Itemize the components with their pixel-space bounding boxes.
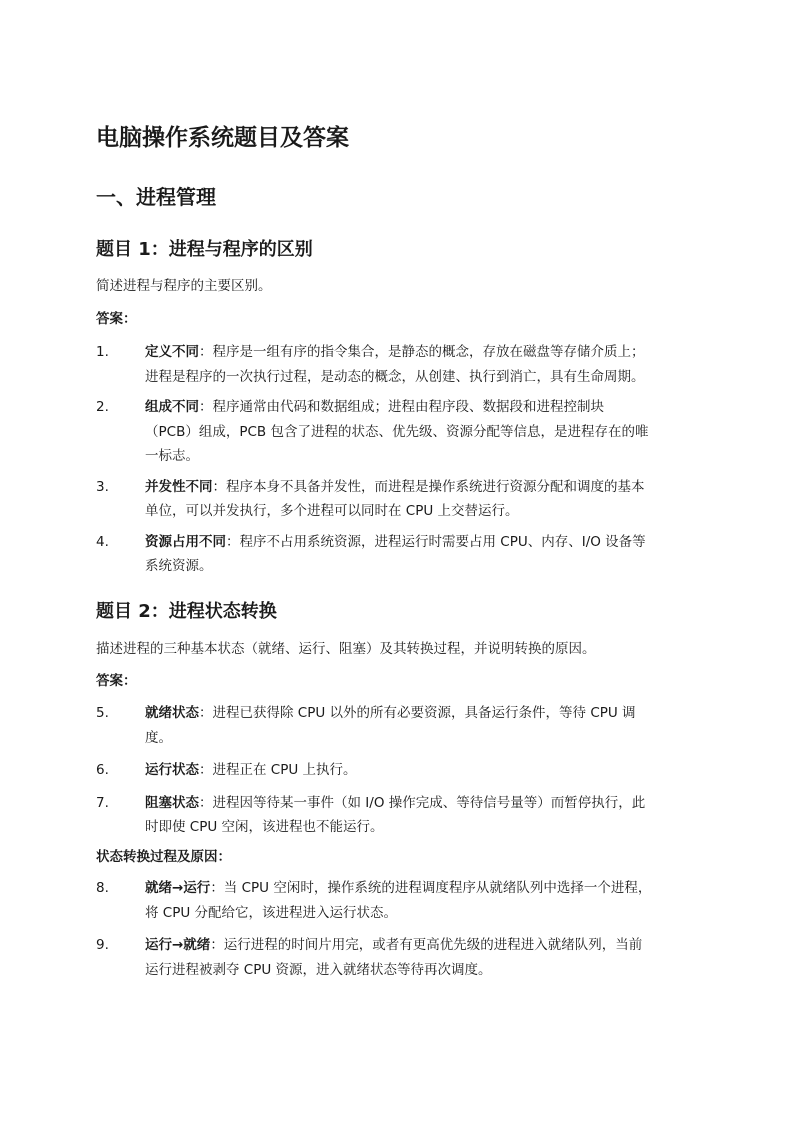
list-item-term: 并发性不同 [145, 478, 213, 495]
list-item [96, 530, 706, 579]
list-item-text: ：进程因等待某一事件（如 I/O 操作完成、等待信号量等）而暂停执行，此 [199, 794, 646, 811]
list-item-term: 运行状态 [145, 762, 199, 778]
list-item-line [145, 444, 706, 469]
list-item-line [145, 933, 706, 958]
list-item [96, 475, 706, 524]
question-1-answer-list [96, 340, 706, 585]
list-item-text: 进程是程序的一次执行过程，是动态的概念，从创建、执行到消亡，具有生命周期。 [145, 368, 645, 385]
list-item-line [145, 876, 706, 901]
list-item [96, 701, 706, 750]
list-item-number: 7. [96, 794, 109, 811]
list-item-text: 将 CPU 分配给它，该进程进入运行状态。 [145, 904, 398, 921]
list-item-line [145, 758, 706, 783]
list-item-text: ：程序通常由代码和数据组成；进程由程序段、数据段和进程控制块 [199, 399, 604, 415]
document-title: 电脑操作系统题目及答案 [96, 125, 349, 151]
list-item-term: 运行→就绪 [145, 937, 211, 953]
list-item-term: 就绪状态 [145, 705, 199, 721]
list-item-line [145, 901, 706, 926]
list-item-line [145, 365, 706, 390]
question-2-answer-label: 答案： [96, 673, 137, 689]
list-item-term: 就绪→运行 [145, 880, 211, 896]
list-item-line [145, 701, 706, 726]
list-item-text: ：运行进程的时间片用完，或者有更高优先级的进程进入就绪队列，当前 [210, 937, 643, 953]
list-item [96, 933, 706, 982]
list-item-line [145, 554, 706, 579]
list-item-line [145, 815, 706, 840]
question-2-text: 描述进程的三种基本状态（就绪、运行、阻塞）及其转换过程，并说明转换的原因。 [96, 641, 596, 657]
list-item-number: 3. [96, 478, 109, 495]
section-heading: 一、进程管理 [96, 185, 216, 209]
list-item-text: 运行进程被剥夺 CPU 资源，进入就绪状态等待再次调度。 [145, 961, 492, 978]
list-item-line [145, 958, 706, 983]
list-item-line [145, 475, 706, 500]
list-item [96, 395, 706, 469]
list-item-number: 9. [96, 937, 109, 953]
question-1-answer-label: 答案： [96, 311, 137, 327]
question-1-text: 简述进程与程序的主要区别。 [96, 278, 272, 294]
list-item-line [145, 499, 706, 524]
list-item-number: 5. [96, 705, 109, 721]
list-item [96, 340, 706, 389]
list-item-text: ：程序本身不具备并发性，而进程是操作系统进行资源分配和调度的基本 [212, 478, 645, 495]
list-item-line [145, 530, 706, 555]
list-item-number: 8. [96, 880, 109, 896]
list-item-text: ：进程已获得除 CPU 以外的所有必要资源，具备运行条件，等待 CPU 调 [199, 705, 636, 721]
list-item-text: ：程序不占用系统资源，进程运行时需要占用 CPU、内存、I/O 设备等 [226, 533, 646, 550]
list-item-term: 资源占用不同 [145, 533, 226, 550]
list-item-text: （PCB）组成，PCB 包含了进程的状态、优先级、资源分配等信息，是进程存在的唯 [145, 423, 649, 440]
list-item-text: ：当 CPU 空闲时，操作系统的进程调度程序从就绪队列中选择一个进程， [210, 880, 652, 896]
list-item-text: 度。 [145, 729, 172, 746]
question-1-title: 题目 1：进程与程序的区别 [96, 239, 313, 260]
list-item-term: 组成不同 [145, 399, 199, 415]
list-item-number: 4. [96, 533, 109, 550]
transition-list [96, 876, 706, 990]
transition-label: 状态转换过程及原因： [96, 849, 231, 865]
list-item-line [145, 395, 706, 420]
list-item-line [145, 791, 706, 816]
list-item-number: 6. [96, 762, 109, 778]
list-item-term: 阻塞状态 [145, 794, 199, 811]
list-item-term: 定义不同 [145, 344, 199, 360]
list-item-text: 时即使 CPU 空闲，该进程也不能运行。 [145, 819, 384, 835]
list-item-text: 系统资源。 [145, 558, 213, 574]
list-item [96, 876, 706, 925]
list-item-line [145, 726, 706, 751]
list-item-text: 单位，可以并发执行，多个进程可以同时在 CPU 上交替运行。 [145, 503, 519, 519]
list-item-line [145, 340, 706, 365]
list-item-text: ：程序是一组有序的指令集合，是静态的概念，存放在磁盘等存储介质上； [199, 344, 645, 360]
question-2-title: 题目 2：进程状态转换 [96, 601, 277, 622]
question-2-answer-list [96, 701, 706, 848]
list-item [96, 758, 706, 783]
list-item [96, 791, 706, 840]
list-item-number: 1. [96, 344, 109, 360]
list-item-text: ：进程正在 CPU 上执行。 [199, 762, 357, 778]
list-item-text: 一标志。 [145, 448, 199, 464]
list-item-number: 2. [96, 399, 109, 415]
list-item-line [145, 420, 706, 445]
